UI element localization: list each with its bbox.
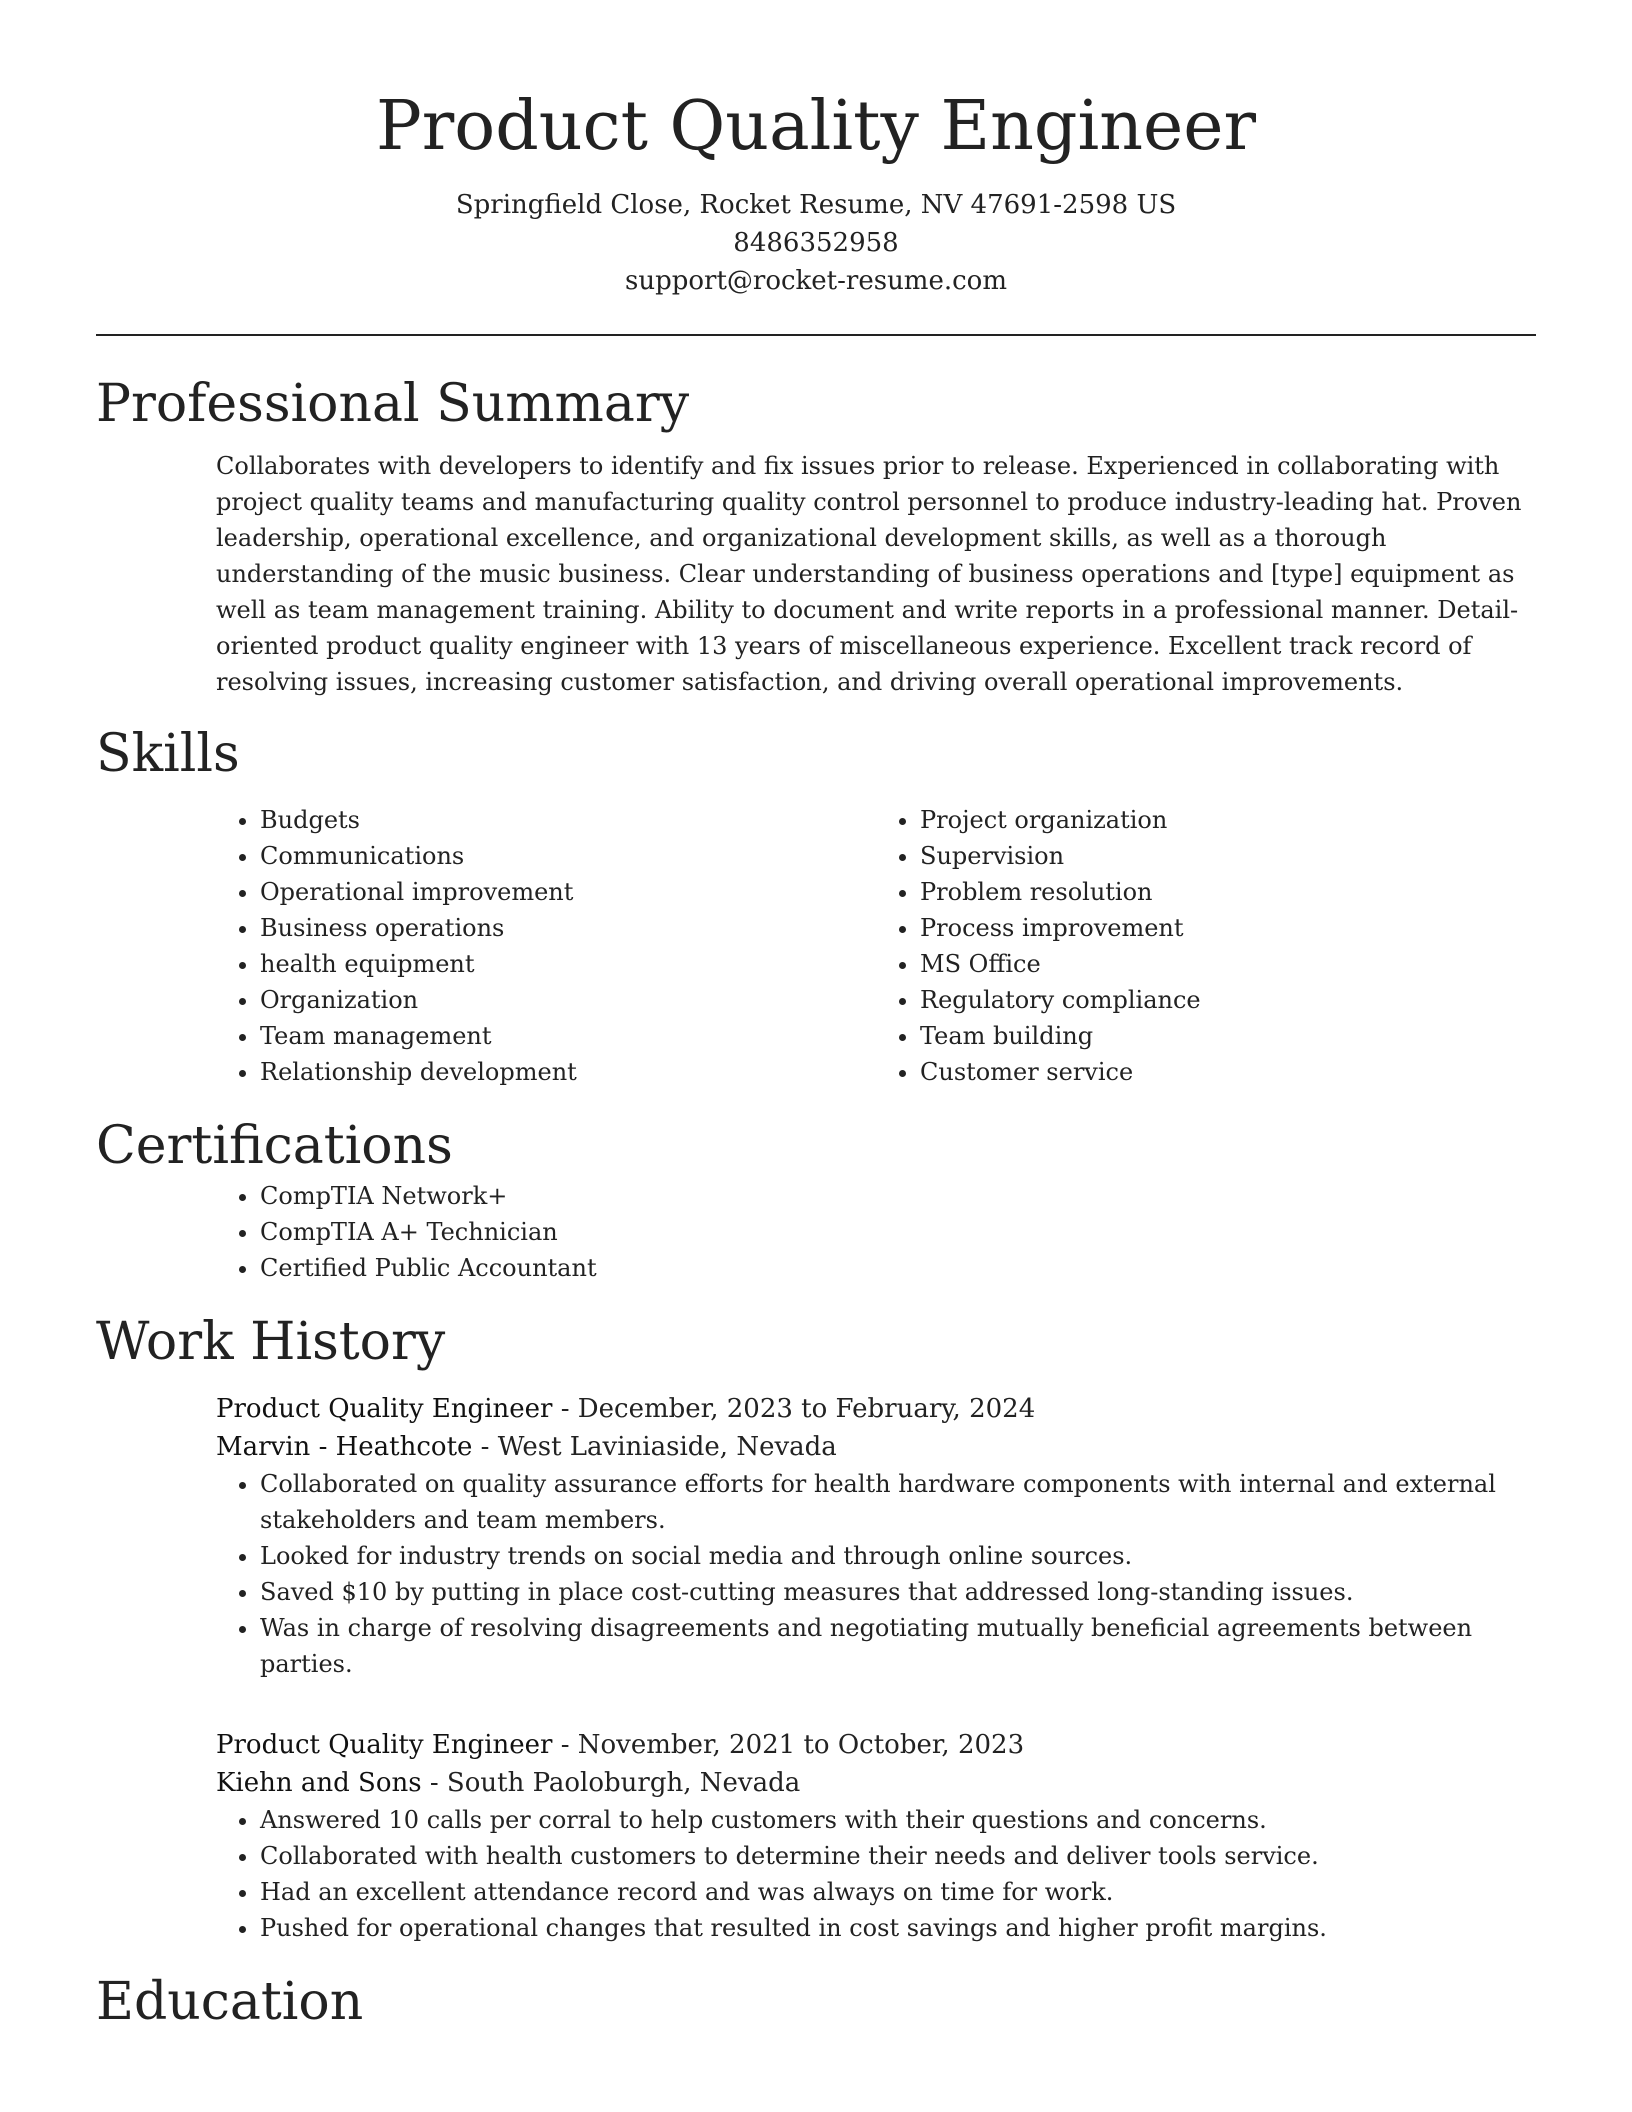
- contact-email: support@rocket-resume.com: [624, 266, 1007, 296]
- job-company: Marvin - Heathcote: [216, 1432, 473, 1462]
- certification-item: • Certified Public Accountant: [260, 1250, 1536, 1286]
- job-role: Product Quality Engineer: [216, 1730, 553, 1760]
- skill-item: • Team management: [260, 1018, 876, 1054]
- job-bullet: • Was in charge of resolving disagreements and negotiating mutually beneficial agreements between parties.: [260, 1610, 1536, 1682]
- certification-item: • CompTIA Network+: [260, 1178, 1536, 1214]
- job-bullet: • Looked for industry trends on social media and through online sources.: [260, 1538, 1536, 1574]
- skills-right-column: [876, 802, 1536, 1090]
- job-dates: - November, 2021 to October, 2023: [552, 1730, 1025, 1760]
- skill-item: • Regulatory compliance: [920, 982, 1536, 1018]
- job-dates: - December, 2023 to February, 2024: [552, 1394, 1036, 1424]
- job-role: Product Quality Engineer: [216, 1394, 553, 1424]
- certifications-section: [96, 1114, 1536, 1286]
- skill-item: • Communications: [260, 838, 876, 874]
- skill-item: • Operational improvement: [260, 874, 876, 910]
- job-bullet: • Saved $10 by putting in place cost-cutting measures that addressed long-standing issues.: [260, 1574, 1536, 1610]
- job-bullet: • Collaborated with health customers to determine their needs and deliver tools service.: [260, 1838, 1536, 1874]
- job-entry: [216, 1390, 1536, 1682]
- skill-item: • health equipment: [260, 946, 876, 982]
- job-bullet-list: [216, 1802, 1536, 1946]
- job-bullet: • Pushed for operational changes that resulted in cost savings and higher profit margins.: [260, 1910, 1536, 1946]
- skills-grid: [216, 802, 1536, 1090]
- skill-item: • MS Office: [920, 946, 1536, 982]
- candidate-title: Product Quality Engineer: [376, 87, 1256, 166]
- certifications-list: [216, 1178, 1536, 1286]
- job-title-line: [216, 1390, 1536, 1428]
- skill-item: • Organization: [260, 982, 876, 1018]
- job-location: - West Laviniaside, Nevada: [472, 1432, 837, 1462]
- education-heading: Education: [96, 1972, 364, 2032]
- contact-info: [96, 186, 1536, 300]
- skill-item: • Supervision: [920, 838, 1536, 874]
- header-divider: [96, 334, 1536, 336]
- job-bullet: • Had an excellent attendance record and was always on time for work.: [260, 1874, 1536, 1910]
- skill-item: • Problem resolution: [920, 874, 1536, 910]
- certification-item: • CompTIA A+ Technician: [260, 1214, 1536, 1250]
- contact-phone: 8486352958: [733, 228, 899, 258]
- resume-page: [96, 0, 1536, 2034]
- work-history-section: [96, 1310, 1536, 1946]
- summary-text: Collaborates with developers to identify and fix issues prior to release. Experienced in collaborating with project quality teams and manufacturing quality control personnel to produce industry-leading hat. Proven leadership, operational excellence, and organizational development skills, as well as a thorough understanding of the music business. Clear understanding of business operations and [type] equipment as well as team management training. Ability to document and write reports in a professional manner. Detail-oriented product quality engineer with 13 years of miscellaneous experience. Excellent track record of resolving issues, increasing customer satisfaction, and driving overall operational improvements.: [216, 452, 1522, 696]
- job-bullet: • Answered 10 calls per corral to help customers with their questions and concerns.: [260, 1802, 1536, 1838]
- job-bullet: • Collaborated on quality assurance efforts for health hardware components with internal and external stakeholders and team members.: [260, 1466, 1536, 1538]
- certifications-heading: Certifications: [96, 1116, 453, 1176]
- skill-item: • Budgets: [260, 802, 876, 838]
- job-company: Kiehn and Sons: [216, 1768, 422, 1798]
- job-company-line: [216, 1764, 1536, 1802]
- skill-item: • Customer service: [920, 1054, 1536, 1090]
- skill-item: • Business operations: [260, 910, 876, 946]
- summary-section: [96, 372, 1536, 700]
- job-company-line: [216, 1428, 1536, 1466]
- job-bullet-list: [216, 1466, 1536, 1682]
- skills-section: [96, 722, 1536, 1090]
- job-location: - South Paoloburgh, Nevada: [421, 1768, 801, 1798]
- skill-item: • Process improvement: [920, 910, 1536, 946]
- summary-heading: Professional Summary: [96, 374, 690, 434]
- skills-heading: Skills: [96, 724, 240, 784]
- resume-header: [96, 0, 1536, 300]
- skill-item: • Team building: [920, 1018, 1536, 1054]
- skills-left-column: [216, 802, 876, 1090]
- contact-address: Springfield Close, Rocket Resume, NV 47691-2598 US: [455, 190, 1177, 220]
- job-entry: [216, 1726, 1536, 1946]
- education-section: [96, 1970, 1536, 2034]
- job-title-line: [216, 1726, 1536, 1764]
- work-history-heading: Work History: [96, 1312, 446, 1372]
- skill-item: • Project organization: [920, 802, 1536, 838]
- skill-item: • Relationship development: [260, 1054, 876, 1090]
